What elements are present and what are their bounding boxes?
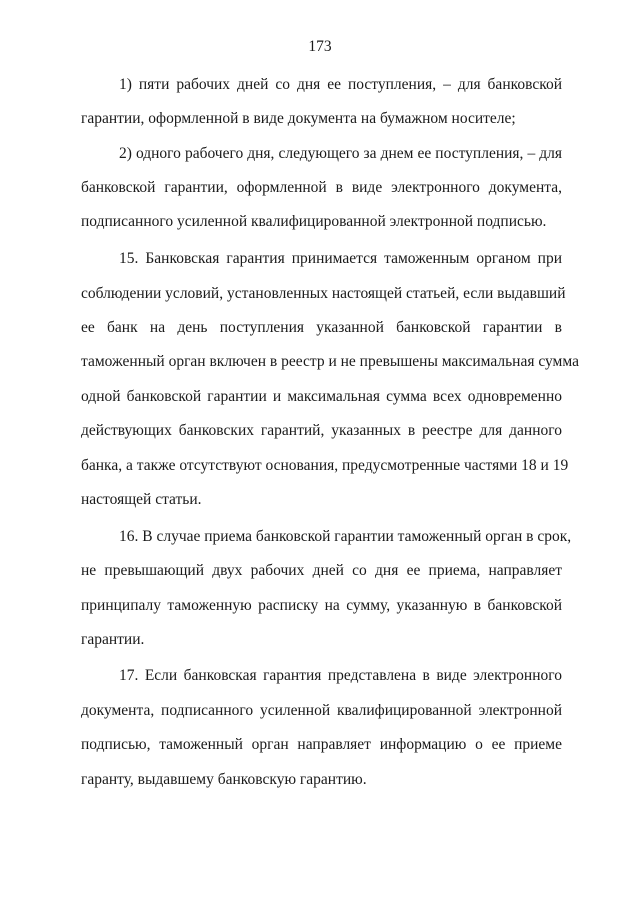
- text-line: гарантии.: [81, 631, 145, 648]
- text-line: банковской гарантии, оформленной в виде электронного документа,: [81, 179, 562, 196]
- text-line: одной банковской гарантии и максимальная сумма всех одновременно: [81, 388, 562, 405]
- text-line: гаранту, выдавшему банковскую гарантию.: [81, 771, 367, 788]
- text-line: 16. В случае приема банковской гарантии таможенный орган в срок,: [119, 528, 572, 545]
- text-line: 17. Если банковская гарантия представлена в виде электронного: [119, 667, 562, 684]
- text-line: настоящей статьи.: [81, 491, 202, 508]
- text-line: 15. Банковская гарантия принимается таможенным органом при: [119, 250, 562, 267]
- text-line: таможенный орган включен в реестр и не превышены максимальная сумма: [81, 353, 579, 370]
- text-line: 1) пяти рабочих дней со дня ее поступления, – для банковской: [119, 76, 562, 93]
- text-line: документа, подписанного усиленной квалифицированной электронной: [81, 702, 562, 719]
- text-line: банка, а также отсутствуют основания, предусмотренные частями 18 и 19: [81, 457, 569, 474]
- page-number: 173: [308, 38, 332, 55]
- text-line: подписью, таможенный орган направляет информацию о ее приеме: [81, 736, 562, 753]
- text-line: 2) одного рабочего дня, следующего за днем ее поступления, – для: [119, 145, 562, 162]
- text-line: гарантии, оформленной в виде документа на бумажном носителе;: [81, 110, 516, 127]
- text-line: подписанного усиленной квалифицированной электронной подписью.: [81, 213, 547, 230]
- text-line: ее банк на день поступления указанной банковской гарантии в: [81, 319, 562, 336]
- text-line: соблюдении условий, установленных настоящей статьей, если выдавший: [81, 285, 566, 302]
- text-line: принципалу таможенную расписку на сумму, указанную в банковской: [81, 597, 562, 614]
- text-line: не превышающий двух рабочих дней со дня ее приема, направляет: [81, 562, 562, 579]
- text-line: действующих банковских гарантий, указанных в реестре для данного: [81, 422, 562, 439]
